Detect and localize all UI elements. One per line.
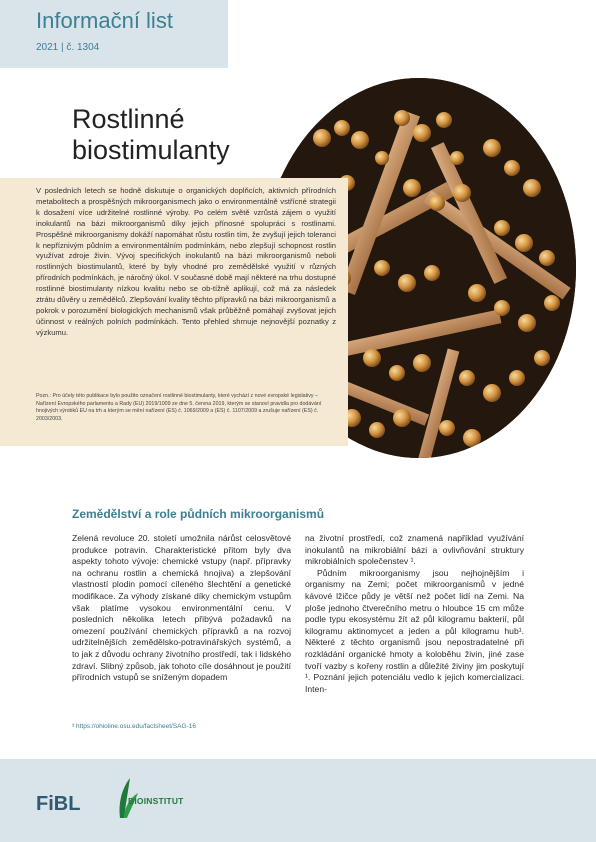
page-title-line1: Rostlinné <box>72 104 185 134</box>
section-heading: Zemědělství a role půdních mikroorganismů <box>72 507 325 521</box>
right-paragraph-1: na životní prostředí, což znamená například využívání inokulantů na mikrobiální bázi a ovlivňování struktury mikrobiálních společenstev ¹. <box>305 533 524 567</box>
footnote-link[interactable]: https://ohioline.osu.edu/factsheet/SAG-16 <box>75 723 196 730</box>
left-paragraph: Zelená revoluce 20. století umožnila nárůst celosvětové produkce potravin. Charakteristické přitom byly dva aspekty tohoto vývoje: chemické vstupy (např. přípravky na ochranu rostlin a chemická hnojiva) a zlepšování vlastností plodin pomocí cíleného šlechtění a genetické modifikace. Za výhody získané díky chemickým vstupům však platíme vysokou environmentální cenu. V posledních několika letech přibývá požadavků na omezení používání chemických přípravků a na rozvoj udržitelnějších zemědělsko-potravinářských systémů, a to jak z důvodu ochrany životního prostředí, tak i lidského zdraví. Slibný způsob, jak tohoto cíle dosáhnout je použití přírodních vstupů se sníženým dopadem <box>72 533 291 683</box>
page-title <box>72 104 292 166</box>
footer-bar <box>0 759 596 842</box>
fibl-logo: FiBL <box>36 793 81 815</box>
right-paragraph-2: Půdním mikroorganismy jsou nejhojnějším i organismy na Zemi; počet mikroorganismů v jedné kávové lžičce půdy je větší než počet lidí na Zemi. Na ploše jednoho čtverečního metru o hloubce 15 cm může podle typu ekosystému žít až půl kilogramu bakterií, půl kilogramu aktinomycet a jeden a půl kilogramu hub¹. Některé z těchto organismů jsou nepostradatelné při rozkládání organické hmoty a koloběhu živin, jiné zase tvoří vazby s kořeny rostlin a důležité živiny jim poskytují ¹. Poznání jejich potenciálu vedlo k jejich komercializaci. Inten- <box>305 567 524 694</box>
footnote <box>72 723 196 730</box>
bioinstitut-logo: BIOINSTITUT <box>128 796 184 806</box>
intro-paragraph: V posledních letech se hodně diskutuje o organických doplňcích, aktivních přírodních metabolitech a prospěšných mikroorganismech jako o environmentálně vstřícné strategii k dosažení více udržitelné rostlinné výroby. Po celém světě vzrůstá zájem o využití inokulantů na bázi mikroorganismů díky jejich přínosné spolupráci s rostlinami. Prospěšné mikroorganismy dokáží napomáhat růstu rostlin tím, že zvyšují jejich toleranci k nepříznivým půdním a environmentálním podmínkám, nebo zlepšují schopnost rostlin využívat zdroje živin. Vývoj specifických inokulantů na bázi mikroorganismů neboli rostlinných biostimulantů, které by byly vhodné pro zemědělské využití v různých přírodních podmínkách, je náročný úkol. V současné době mají některé na trhu dostupné rostlinné biostimulanty nízkou kvalitu nebo se ob-tížně aplikují, což má za následek ztrátu důvěry u zemědělců. Zlepšování kvality těchto přípravků na bázi mikroorganismů a pokrok v porozumění biologických mechanismů však průběžně pomáhají zvyšovat jejich účinnost v reálných polních podmínkách. Tento přehled shrnuje nejnovější poznatky z výzkumu. <box>36 186 336 337</box>
left-column <box>72 533 291 684</box>
doc-type-title: Informační list <box>36 8 173 33</box>
right-column <box>305 533 524 695</box>
issue-number: 2021 | č. 1304 <box>36 42 100 53</box>
intro-note: Pozn.: Pro účely této publikace bylo použito označení rostlinné biostimulanty, které vychází z nové evropské legislativy – Nařízení Evropského parlamentu a Rady (EU) 2019/1009 ze dne 5. června 2019, kterým se stanoví pravidla pro dodávání hnojivých výrobků EU na trh a kterým se mění nařízení (ES) č. 1069/2009 a (ES) č. 1107/2009 a zrušuje nařízení (ES) č. 2003/2003. <box>36 393 322 422</box>
footnote-number: ¹ <box>72 723 75 730</box>
page-title-line2: biostimulanty <box>72 135 230 165</box>
